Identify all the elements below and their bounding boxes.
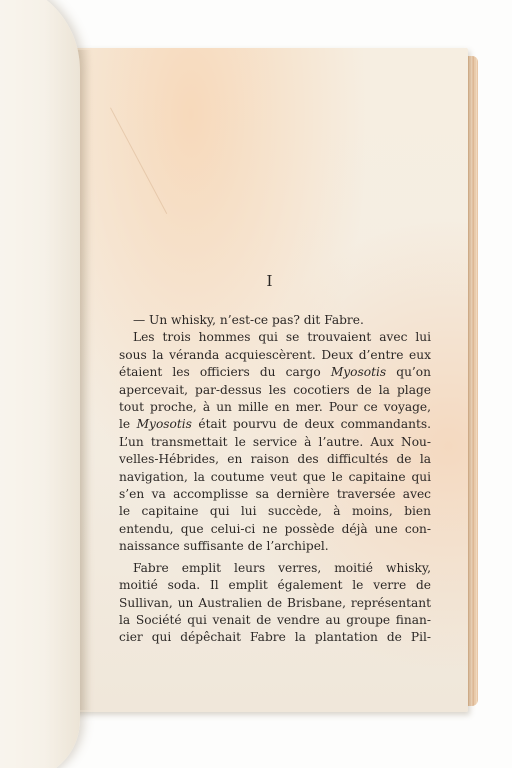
text-segment: étaient les officiers du cargo	[119, 365, 331, 380]
text-segment: était pourvu de deux commandants.	[191, 417, 431, 432]
text-line: — Un whisky, n’est-ce pas? dit Fabre.	[133, 313, 364, 327]
text-line: sous la véranda acquiescèrent. Deux d’entre eux	[119, 347, 431, 362]
body-text	[119, 312, 431, 647]
text-line: velles-Hébrides, en raison des difficultés de la	[119, 452, 431, 467]
ship-name: Myosotis	[136, 417, 192, 432]
text-line: cier qui dépêchait Fabre la plantation de Pil-	[119, 630, 431, 645]
text-line: s’en va accomplisse sa dernière traversée avec	[119, 487, 431, 502]
ship-name: Myosotis	[330, 365, 387, 380]
text-line	[119, 416, 431, 433]
text-line: L’un transmettait le service à l’autre. Aux Nou-	[119, 434, 431, 449]
chapter-number: I	[266, 272, 274, 290]
text-line: navigation, la coutume veut que le capitaine qui	[119, 469, 431, 484]
text-line: Les trois hommes qui se trouvaient avec lui	[133, 330, 431, 345]
text-line: tout proche, à un mille en mer. Pour ce voyage,	[119, 400, 431, 415]
text-line	[119, 364, 431, 381]
text-line: apercevait, par-dessus les cocotiers de la plage	[119, 382, 431, 397]
left-facing-page	[0, 0, 80, 768]
text-line: entendu, que celui-ci ne possède déjà une con-	[119, 521, 431, 536]
text-line: moitié soda. Il emplit également le verre de	[119, 578, 431, 593]
text-line: la Société qui venait de vendre au groupe finan-	[119, 612, 431, 627]
text-line: le capitaine qui lui succède, à moins, bien	[119, 504, 431, 519]
book-page	[72, 48, 468, 712]
text-line: naissance suffisante de l’archipel.	[119, 539, 329, 554]
text-segment: le	[119, 417, 137, 432]
text-line: Fabre emplit leurs verres, moitié whisky,	[133, 560, 431, 575]
text-line: Sullivan, un Australien de Brisbane, représentant	[119, 595, 431, 610]
text-segment: qu’on	[386, 365, 431, 380]
page-crease	[110, 79, 220, 214]
